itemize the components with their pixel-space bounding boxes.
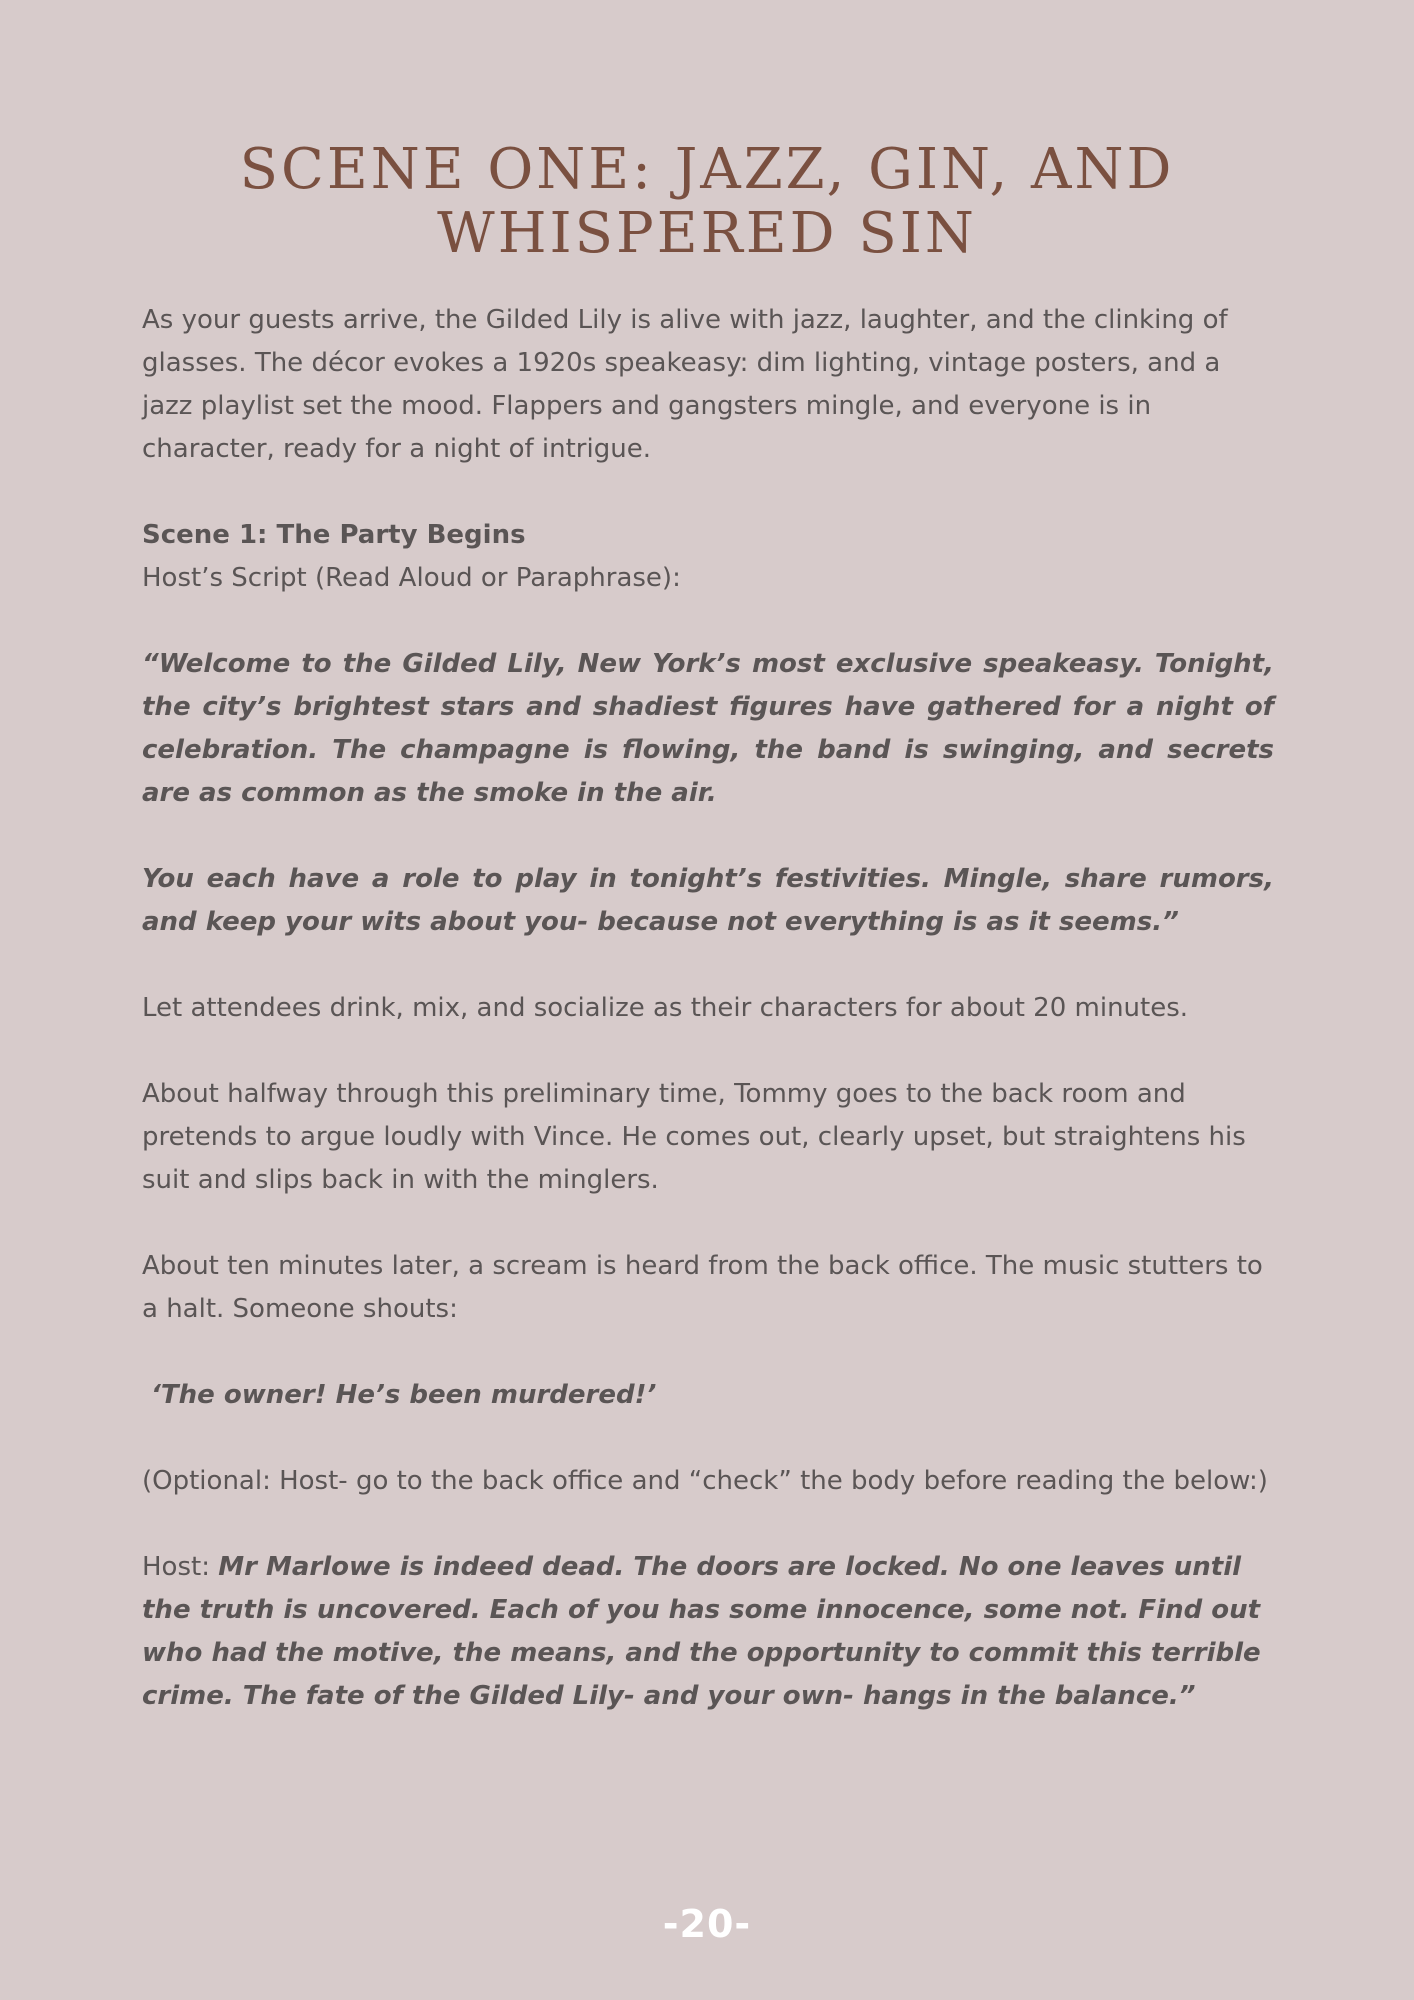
instruction-3: About ten minutes later, a scream is heard from the back office. The music stutters to a halt. Someone shouts: xyxy=(142,1251,1263,1324)
script-label: Host’s Script (Read Aloud or Paraphrase): xyxy=(142,563,681,593)
scene-block xyxy=(142,514,1274,600)
shout-line: ‘The owner! He’s been murdered!’ xyxy=(142,1380,657,1410)
page-number: -20- xyxy=(662,1902,752,1946)
host-final-speech: Mr Marlowe is indeed dead. The doors are locked. No one leaves until the truth is uncovered. Each of you has some innocence, some not. Find out who had the motive, the means, and the opportunity to commit this terrible crime. The fate of the Gilded Lily- and your own- hangs in the balance.” xyxy=(142,1552,1261,1711)
host-label: Host: xyxy=(142,1552,219,1582)
instruction-2: About halfway through this preliminary time, Tommy goes to the back room and pretends to argue loudly with Vince. He comes out, clearly upset, but straightens his suit and slips back in with the minglers. xyxy=(142,1079,1246,1195)
host-quote-1: “Welcome to the Gilded Lily, New York’s most exclusive speakeasy. Tonight, the city’s brightest stars and shadiest figures have gathered for a night of celebration. The champagne is flowing, the band is swinging, and secrets are as common as the smoke in the air. xyxy=(142,649,1274,808)
page-title xyxy=(140,138,1274,266)
page-content xyxy=(142,299,1274,1761)
title-line-1: SCENE ONE: JAZZ, GIN, AND xyxy=(239,137,1175,202)
intro-paragraph: As your guests arrive, the Gilded Lily is alive with jazz, laughter, and the clinking of glasses. The décor evokes a 1920s speakeasy: dim lighting, vintage posters, and a jazz playlist set the mood. Flappers and gangsters mingle, and everyone is in character, ready for a night of intrigue. xyxy=(142,305,1228,464)
host-final-block xyxy=(142,1546,1274,1718)
host-quote-2: You each have a role to play in tonight’s festivities. Mingle, share rumors, and keep your wits about you- because not everything is as it seems.” xyxy=(142,864,1274,937)
title-line-2: WHISPERED SIN xyxy=(437,201,977,266)
optional-note: (Optional: Host- go to the back office and “check” the body before reading the below:) xyxy=(142,1466,1268,1496)
instruction-1: Let attendees drink, mix, and socialize as their characters for about 20 minutes. xyxy=(142,993,1189,1023)
scene-heading: Scene 1: The Party Begins xyxy=(142,520,526,550)
